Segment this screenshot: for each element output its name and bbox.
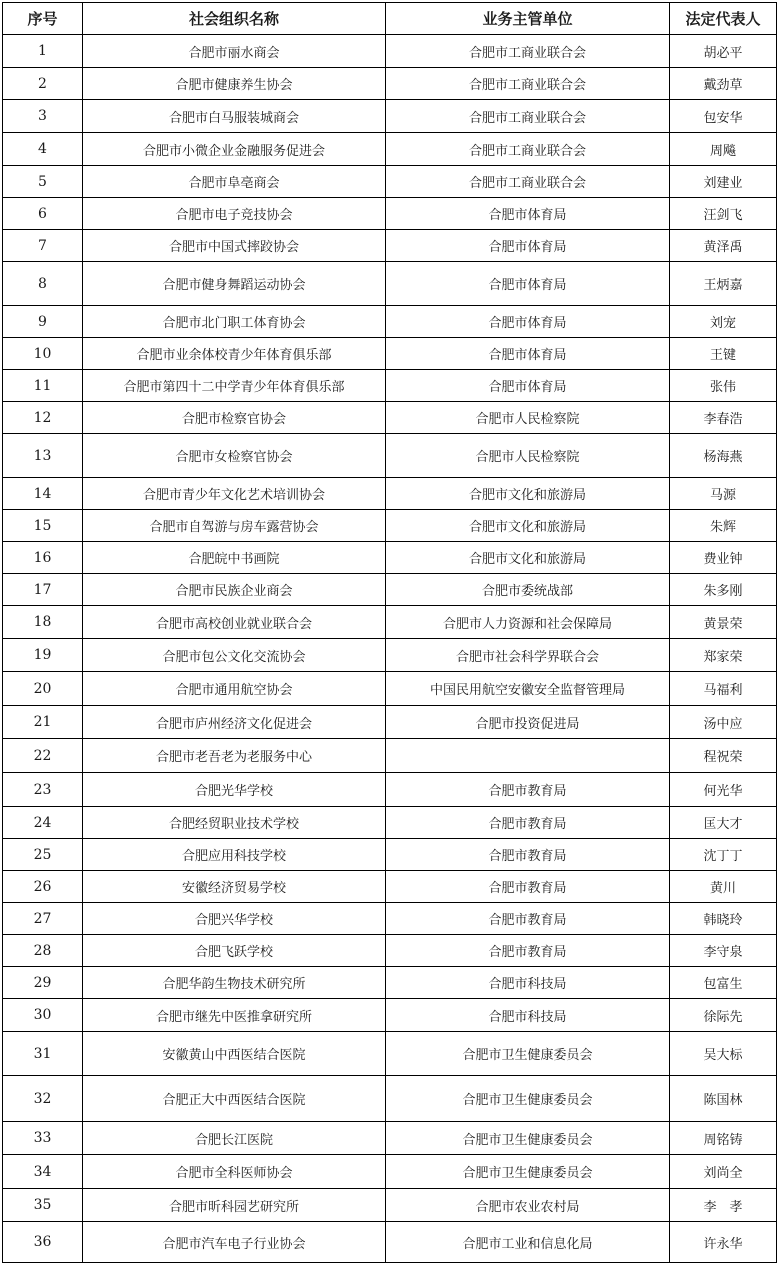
cell-org-name: 合肥华韵生物技术研究所: [83, 967, 386, 999]
cell-rep: 徐际先: [670, 999, 777, 1032]
cell-no: 21: [3, 706, 83, 739]
table-row: [3, 967, 777, 999]
cell-rep: 朱辉: [670, 510, 777, 542]
cell-rep: 杨海燕: [670, 434, 777, 478]
cell-no: 25: [3, 839, 83, 871]
cell-dept: 合肥市教育局: [386, 839, 670, 871]
cell-org-name: 合肥应用科技学校: [83, 839, 386, 871]
cell-dept: 合肥市农业农村局: [386, 1189, 670, 1222]
cell-no: 24: [3, 807, 83, 839]
table-row: [3, 230, 777, 262]
cell-org-name: 合肥市汽车电子行业协会: [83, 1222, 386, 1263]
table-row: [3, 706, 777, 739]
cell-rep: 黄泽禹: [670, 230, 777, 262]
cell-org-name: 合肥市包公文化交流协会: [83, 639, 386, 672]
cell-org-name: 合肥市业余体校青少年体育俱乐部: [83, 338, 386, 370]
cell-no: 8: [3, 262, 83, 306]
cell-org-name: 合肥市中国式摔跤协会: [83, 230, 386, 262]
cell-dept: 合肥市人民检察院: [386, 434, 670, 478]
cell-no: 19: [3, 639, 83, 672]
cell-rep: 李 孝: [670, 1189, 777, 1222]
cell-org-name: 合肥市小微企业金融服务促进会: [83, 133, 386, 166]
table-row: [3, 338, 777, 370]
cell-rep: 陈国林: [670, 1076, 777, 1122]
cell-org-name: 安徽经济贸易学校: [83, 871, 386, 903]
cell-org-name: 合肥市高校创业就业联合会: [83, 606, 386, 639]
cell-no: 16: [3, 542, 83, 574]
table-body: [3, 35, 777, 1263]
cell-no: 22: [3, 739, 83, 773]
cell-rep: 包安华: [670, 100, 777, 133]
cell-org-name: 合肥经贸职业技术学校: [83, 807, 386, 839]
cell-dept: 合肥市卫生健康委员会: [386, 1122, 670, 1155]
cell-no: 32: [3, 1076, 83, 1122]
cell-no: 18: [3, 606, 83, 639]
cell-no: 36: [3, 1222, 83, 1263]
cell-dept: 合肥市委统战部: [386, 574, 670, 606]
cell-org-name: 合肥市民族企业商会: [83, 574, 386, 606]
cell-dept: 合肥市教育局: [386, 871, 670, 903]
cell-org-name: 合肥光华学校: [83, 773, 386, 807]
cell-no: 34: [3, 1155, 83, 1189]
cell-dept: 合肥市工商业联合会: [386, 133, 670, 166]
cell-rep: 费业钟: [670, 542, 777, 574]
cell-rep: 刘建业: [670, 166, 777, 198]
cell-dept: 合肥市体育局: [386, 306, 670, 338]
cell-org-name: 合肥市老吾老为老服务中心: [83, 739, 386, 773]
cell-rep: 马福利: [670, 672, 777, 706]
cell-rep: 刘尚全: [670, 1155, 777, 1189]
cell-org-name: 合肥皖中书画院: [83, 542, 386, 574]
table-row: [3, 574, 777, 606]
cell-org-name: 合肥兴华学校: [83, 903, 386, 935]
table-row: [3, 999, 777, 1032]
cell-no: 30: [3, 999, 83, 1032]
table-row: [3, 1222, 777, 1263]
cell-org-name: 合肥市继先中医推拿研究所: [83, 999, 386, 1032]
cell-rep: 周铭铸: [670, 1122, 777, 1155]
table-row: [3, 100, 777, 133]
cell-no: 2: [3, 68, 83, 100]
table-row: [3, 639, 777, 672]
cell-dept: 合肥市文化和旅游局: [386, 542, 670, 574]
cell-no: 9: [3, 306, 83, 338]
cell-no: 10: [3, 338, 83, 370]
cell-rep: 马源: [670, 478, 777, 510]
cell-rep: 黄景荣: [670, 606, 777, 639]
table-row: [3, 478, 777, 510]
table-row: [3, 133, 777, 166]
cell-no: 27: [3, 903, 83, 935]
cell-org-name: 安徽黄山中西医结合医院: [83, 1032, 386, 1076]
cell-no: 14: [3, 478, 83, 510]
table-row: [3, 935, 777, 967]
cell-org-name: 合肥市阜亳商会: [83, 166, 386, 198]
cell-rep: 何光华: [670, 773, 777, 807]
cell-rep: 包富生: [670, 967, 777, 999]
cell-dept: 合肥市人力资源和社会保障局: [386, 606, 670, 639]
cell-dept: 合肥市教育局: [386, 903, 670, 935]
table-row: [3, 807, 777, 839]
cell-no: 29: [3, 967, 83, 999]
table-row: [3, 166, 777, 198]
cell-no: 35: [3, 1189, 83, 1222]
cell-rep: 王键: [670, 338, 777, 370]
cell-rep: 李守泉: [670, 935, 777, 967]
cell-rep: 李春浩: [670, 402, 777, 434]
cell-dept: 合肥市工商业联合会: [386, 68, 670, 100]
cell-dept: 合肥市教育局: [386, 773, 670, 807]
cell-org-name: 合肥正大中西医结合医院: [83, 1076, 386, 1122]
cell-dept: 合肥市教育局: [386, 807, 670, 839]
cell-dept: 合肥市卫生健康委员会: [386, 1032, 670, 1076]
table-row: [3, 606, 777, 639]
cell-no: 33: [3, 1122, 83, 1155]
organization-table: [2, 2, 777, 1263]
cell-no: 7: [3, 230, 83, 262]
cell-org-name: 合肥市北门职工体育协会: [83, 306, 386, 338]
table-row: [3, 739, 777, 773]
cell-org-name: 合肥市庐州经济文化促进会: [83, 706, 386, 739]
cell-dept: 合肥市体育局: [386, 198, 670, 230]
cell-org-name: 合肥市女检察官协会: [83, 434, 386, 478]
cell-dept: 合肥市工商业联合会: [386, 100, 670, 133]
cell-org-name: 合肥市丽水商会: [83, 35, 386, 68]
table-row: [3, 542, 777, 574]
cell-rep: 张伟: [670, 370, 777, 402]
cell-dept: 合肥市文化和旅游局: [386, 478, 670, 510]
table-row: [3, 1076, 777, 1122]
cell-org-name: 合肥市电子竞技协会: [83, 198, 386, 230]
cell-dept: 合肥市体育局: [386, 370, 670, 402]
table-row: [3, 68, 777, 100]
cell-rep: 许永华: [670, 1222, 777, 1263]
cell-dept: 合肥市科技局: [386, 967, 670, 999]
cell-rep: 戴劲草: [670, 68, 777, 100]
cell-no: 1: [3, 35, 83, 68]
cell-dept: 合肥市教育局: [386, 935, 670, 967]
cell-no: 28: [3, 935, 83, 967]
table-row: [3, 402, 777, 434]
cell-rep: 吴大标: [670, 1032, 777, 1076]
cell-org-name: 合肥长江医院: [83, 1122, 386, 1155]
table-row: [3, 871, 777, 903]
cell-dept: 合肥市文化和旅游局: [386, 510, 670, 542]
header-rep: 法定代表人: [670, 3, 777, 35]
cell-no: 15: [3, 510, 83, 542]
table-header-row: [3, 3, 777, 35]
table-row: [3, 773, 777, 807]
cell-rep: 汤中应: [670, 706, 777, 739]
cell-org-name: 合肥市白马服装城商会: [83, 100, 386, 133]
cell-org-name: 合肥市昕科园艺研究所: [83, 1189, 386, 1222]
cell-dept: 合肥市人民检察院: [386, 402, 670, 434]
cell-dept: 合肥市体育局: [386, 230, 670, 262]
cell-rep: 黄川: [670, 871, 777, 903]
table-row: [3, 262, 777, 306]
cell-rep: 周飚: [670, 133, 777, 166]
cell-no: 11: [3, 370, 83, 402]
cell-no: 31: [3, 1032, 83, 1076]
cell-rep: 朱多刚: [670, 574, 777, 606]
cell-no: 12: [3, 402, 83, 434]
cell-no: 17: [3, 574, 83, 606]
cell-dept: 合肥市卫生健康委员会: [386, 1076, 670, 1122]
cell-dept: 合肥市工业和信息化局: [386, 1222, 670, 1263]
table-row: [3, 510, 777, 542]
cell-rep: 汪剑飞: [670, 198, 777, 230]
cell-no: 4: [3, 133, 83, 166]
cell-org-name: 合肥市检察官协会: [83, 402, 386, 434]
cell-rep: 韩晓玲: [670, 903, 777, 935]
table-row: [3, 1122, 777, 1155]
table-row: [3, 370, 777, 402]
cell-org-name: 合肥市全科医师协会: [83, 1155, 386, 1189]
cell-org-name: 合肥飞跃学校: [83, 935, 386, 967]
cell-rep: 胡必平: [670, 35, 777, 68]
cell-org-name: 合肥市自驾游与房车露营协会: [83, 510, 386, 542]
cell-dept: 合肥市卫生健康委员会: [386, 1155, 670, 1189]
cell-no: 13: [3, 434, 83, 478]
cell-dept: 合肥市体育局: [386, 338, 670, 370]
cell-rep: 郑家荣: [670, 639, 777, 672]
cell-org-name: 合肥市健身舞蹈运动协会: [83, 262, 386, 306]
header-dept: 业务主管单位: [386, 3, 670, 35]
table-row: [3, 306, 777, 338]
cell-rep: 刘宠: [670, 306, 777, 338]
cell-org-name: 合肥市第四十二中学青少年体育俱乐部: [83, 370, 386, 402]
table-row: [3, 198, 777, 230]
cell-dept: 合肥市科技局: [386, 999, 670, 1032]
cell-dept: 合肥市工商业联合会: [386, 35, 670, 68]
table-row: [3, 35, 777, 68]
cell-dept: 合肥市体育局: [386, 262, 670, 306]
table-row: [3, 672, 777, 706]
cell-no: 23: [3, 773, 83, 807]
table-row: [3, 839, 777, 871]
table-row: [3, 1189, 777, 1222]
header-org-name: 社会组织名称: [83, 3, 386, 35]
cell-rep: 沈丁丁: [670, 839, 777, 871]
cell-dept: 合肥市社会科学界联合会: [386, 639, 670, 672]
table-row: [3, 1155, 777, 1189]
cell-no: 26: [3, 871, 83, 903]
table-row: [3, 1032, 777, 1076]
cell-org-name: 合肥市健康养生协会: [83, 68, 386, 100]
table-row: [3, 434, 777, 478]
header-no: 序号: [3, 3, 83, 35]
table-row: [3, 903, 777, 935]
cell-rep: 程祝荣: [670, 739, 777, 773]
cell-rep: 王炳嘉: [670, 262, 777, 306]
cell-dept: [386, 739, 670, 773]
cell-no: 5: [3, 166, 83, 198]
cell-dept: 中国民用航空安徽安全监督管理局: [386, 672, 670, 706]
cell-org-name: 合肥市青少年文化艺术培训协会: [83, 478, 386, 510]
cell-no: 20: [3, 672, 83, 706]
cell-rep: 匡大才: [670, 807, 777, 839]
cell-dept: 合肥市工商业联合会: [386, 166, 670, 198]
cell-no: 3: [3, 100, 83, 133]
cell-no: 6: [3, 198, 83, 230]
cell-org-name: 合肥市通用航空协会: [83, 672, 386, 706]
cell-dept: 合肥市投资促进局: [386, 706, 670, 739]
